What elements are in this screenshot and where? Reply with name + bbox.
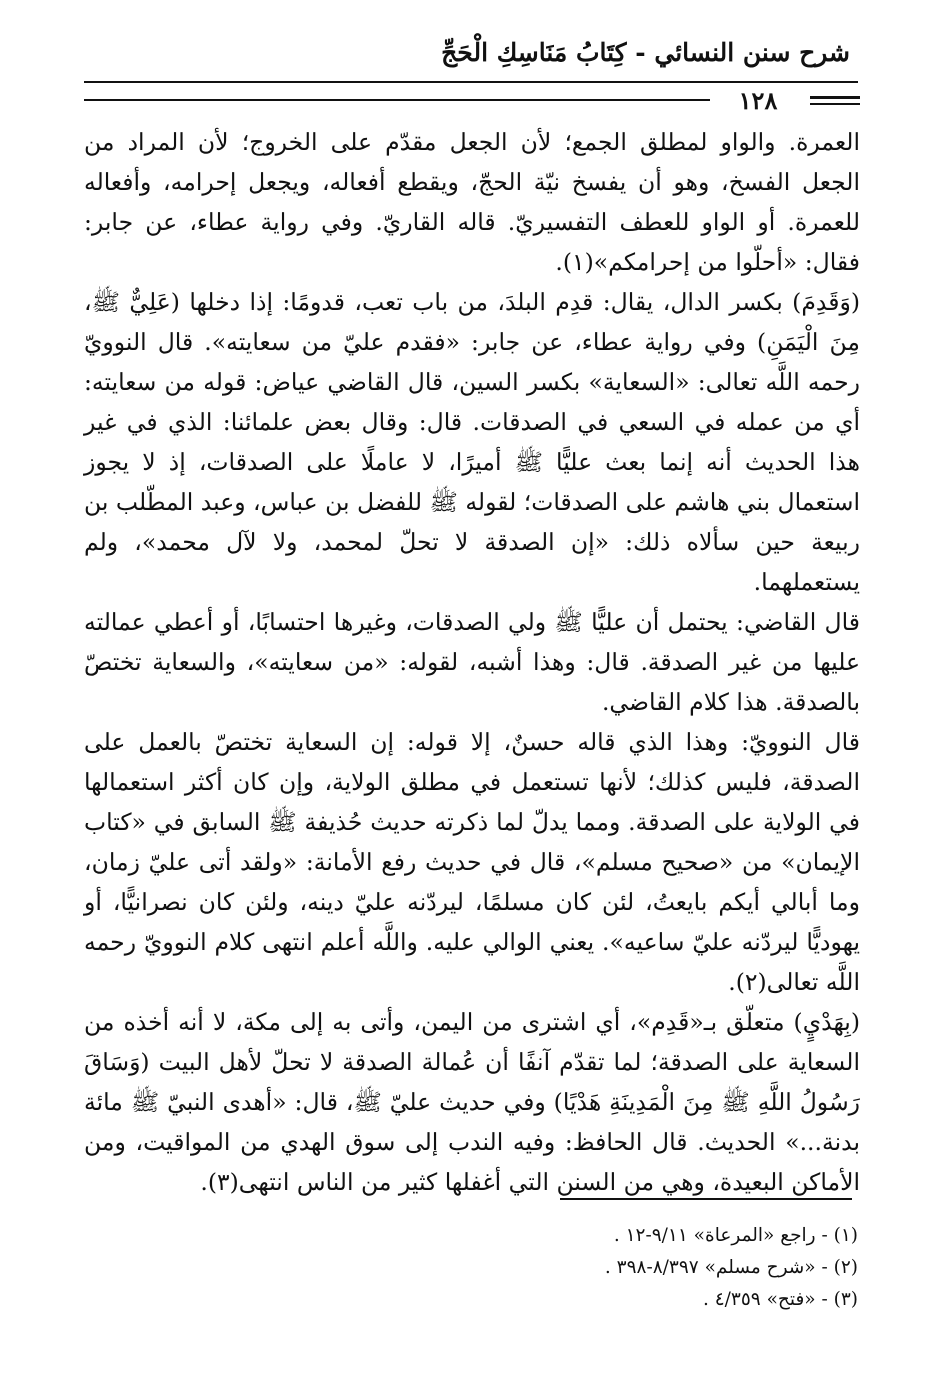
paragraph: قال القاضي: يحتمل أن عليًّا ﷺ ولي الصدقات، وغيرها احتسابًا، أو أعطي عمالته عليها من غير الصدقة. قال: وهذا أشبه، لقوله: «من سعايته»، والسعاية تختصّ بالصدقة. هذا كلام القاضي. — [84, 608, 860, 716]
footnote: (٣) - «فتح» ٤/٣٥٩ . — [702, 1289, 858, 1310]
page-number-rule-lower — [810, 103, 860, 105]
footnote-separator — [560, 1198, 852, 1200]
paragraph: (بِهَدْيٍ) متعلّق بـ«قَدِم»، أي اشترى من اليمن، وأتى به إلى مكة، لا أنه أخذه من السعاية على الصدقة؛ لما تقدّم آنفًا أن عُمالة الصدقة لا تحلّ لأهل البيت (وَسَاقَ رَسُولُ اللَّهِ ﷺ مِنَ الْمَدِينَةِ هَدْيًا) وفي حديث عليّ ﷺ، قال: «أهدى النبيّ ﷺ مائة بدنة...» الحديث. قال الحافظ: وفيه الندب إلى سوق الهدي من المواقيت، ومن الأماكن البعيدة، وهي من السنن التي أغفلها كثير من الناس انتهى(٣). — [84, 1008, 860, 1196]
header-rule — [84, 81, 858, 83]
running-header-title: شرح سنن النسائي - كِتَابُ مَنَاسِكِ الْحَجِّ — [441, 38, 850, 67]
body-text — [84, 122, 860, 1202]
page-number: ١٢٨ — [738, 86, 778, 115]
footnote: (٢) - «شرح مسلم» ٨/٣٩٧-٣٩٨ . — [604, 1257, 858, 1278]
paragraph: قال النوويّ: وهذا الذي قاله حسنٌ، إلا قوله: إن السعاية تختصّ بالعمل على الصدقة، فليس كذلك؛ لأنها تستعمل في مطلق الولاية، وإن كان أكثر استعمالها في الولاية على الصدقة. ومما يدلّ لما ذكرته حديث حُذيفة ﷺ السابق في «كتاب الإيمان» من «صحيح مسلم»، قال في حديث رفع الأمانة: «ولقد أتى عليّ زمان، وما أبالي أيكم بايعتُ، لئن كان مسلمًا، ليردّنه عليّ دينه، ولئن كان نصرانيًّا، أو يهوديًّا ليردّنه عليّ ساعيه». يعني الوالي عليه. واللَّه أعلم انتهى كلام النوويّ رحمه اللَّه تعالى(٢). — [84, 728, 860, 996]
header-rule-left — [84, 99, 710, 101]
page-number-rule-upper — [810, 96, 860, 99]
footnote: (١) - راجع «المرعاة» ٩/١١-١٢ . — [613, 1225, 858, 1246]
paragraph: العمرة. والواو لمطلق الجمع؛ لأن الجعل مقدّم على الخروج؛ لأن المراد من الجعل الفسخ، وهو أن يفسخ نيّة الحجّ، ويقطع أفعاله، ويجعل إحرامه، وأفعاله للعمرة. أو الواو للعطف التفسيريّ. قاله القاريّ. وفي رواية عطاء، عن جابر: فقال: «أحلّوا من إحرامكم»(١). — [84, 128, 860, 276]
footnotes — [84, 1220, 858, 1316]
paragraph: (وَقَدِمَ) بكسر الدال، يقال: قدِم البلدَ، من باب تعب، قدومًا: إذا دخلها (عَلِيٌّ ﷺ، مِنَ الْيَمَنِ) وفي رواية عطاء، عن جابر: «فقدم عليّ من سعايته». قال النوويّ رحمه اللَّه تعالى: «السعاية» بكسر السين، قال القاضي عياض: قوله من سعايته: أي من عمله في السعي في الصدقات. قال: وقال بعض علمائنا: الذي في غير هذا الحديث أنه إنما بعث عليًّا ﷺ أميرًا، لا عاملًا على الصدقات، إذ لا يجوز استعمال بني هاشم على الصدقات؛ لقوله ﷺ للفضل بن عباس، وعبد المطّلب بن ربيعة حين سألاه ذلك: «إن الصدقة لا تحلّ لمحمد، ولا لآل محمد»، ولم يستعملهما. — [84, 288, 860, 596]
